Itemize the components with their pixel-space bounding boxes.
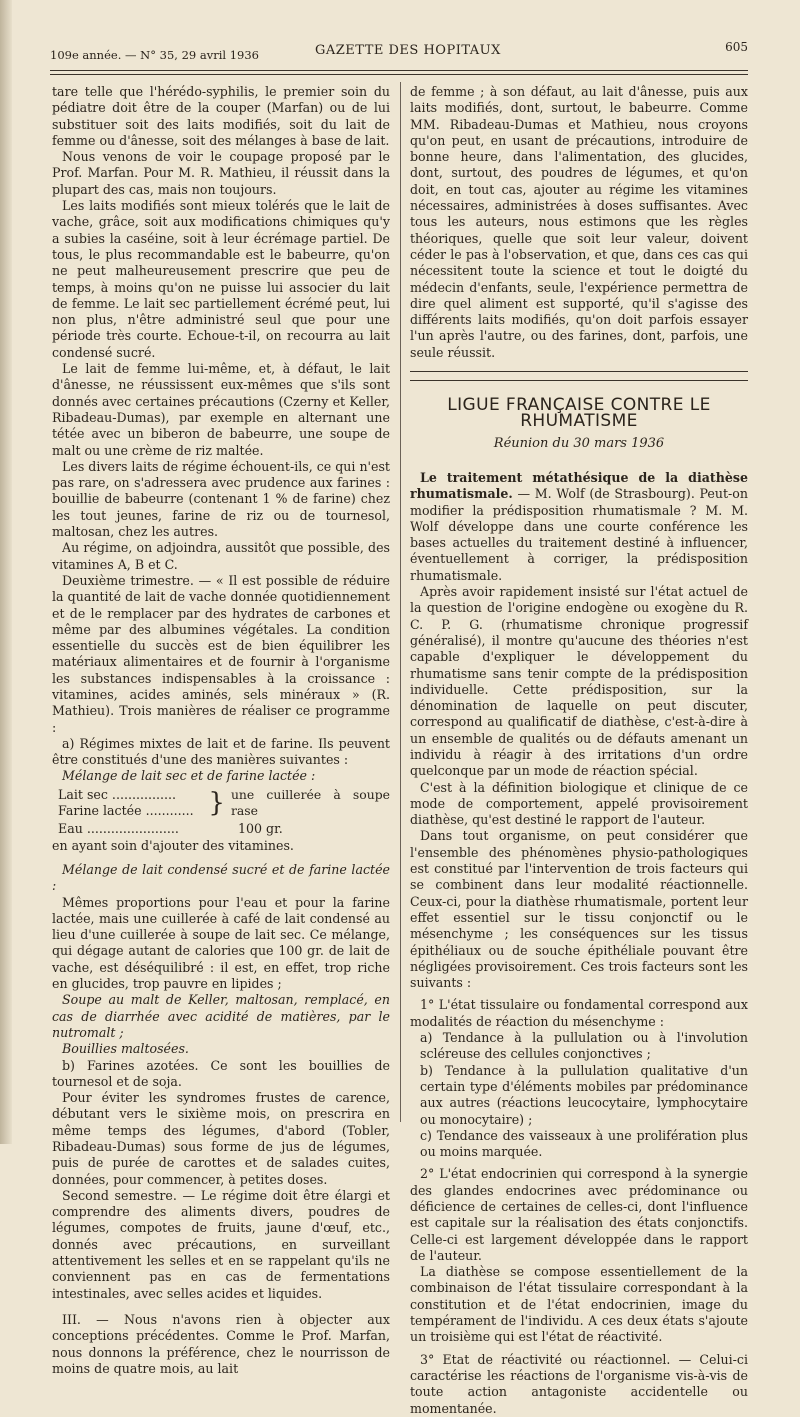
paragraph: Au régime, on adjoindra, aussitôt que possible, des vitamines A, B et C. (52, 540, 390, 572)
paragraph: C'est à la définition biologique et clinique de ce mode de comportement, appelé provisoirement diathèse, qu'est destiné le rapport de l'auteur. (410, 779, 748, 828)
article-title: Le traitement métathésique de la diathèse rhumatismale. (410, 469, 748, 502)
paragraph: Pour éviter les syndromes frustes de carence, débutant vers le sixième mois, on prescrira en même temps des légumes, d'abord (Tobler, Ribadeau-Dumas) sous forme de jus de légumes, puis de purée de carottes et de salades cuites, données, pour commencer, à petites doses. (52, 1090, 390, 1187)
paragraph: b) Farines azotées. Ce sont les bouillies de tournesol et de soja. (52, 1057, 390, 1089)
recipe-heading: Mélange de lait sec et de farine lactée : (62, 768, 316, 784)
paragraph: La diathèse se compose essentiellement de la combinaison de l'état tissulaire correspondant à la constitution et de l'état endocrinien, image du tempérament de l'individu. A ces deux états s'ajoute un troisième qui est l'état de réactivité. (410, 1264, 748, 1345)
paragraph: 1° L'état tissulaire ou fondamental correspond aux modalités de réaction du mésenchyme : (410, 997, 748, 1029)
paragraph: tare telle que l'hérédo-syphilis, le premier soin du pédiatre doit être de la couper (Marfan) ou de lui substituer soit des laits modifiés, soit du lait de femme ou d'ânesse, soit des mélanges à base de lait. (52, 84, 390, 148)
page-number: 605 (725, 40, 748, 54)
paragraph: Après avoir rapidement insisté sur l'état actuel de la question de l'origine endogène ou exogène du R. C. P. G. (rhumatisme chronique progressif généralisé), il montre qu'aucune des théories n'est capable d'expliquer le développement du rhumatisme sans tenir compte de la prédisposition individuelle. Cette prédisposition, sur la dénomination de laquelle on peut discuter, correspond au qualificatif de diathèse, c'est-à-dire à un ensemble de qualités ou de défauts amenant un individu à réagir à des irritations d'un ordre quelconque par un mode de réaction spécial. (410, 584, 748, 779)
recipe-block (58, 787, 390, 820)
header-rule-top (50, 70, 748, 71)
paragraph: 3° Etat de réactivité ou réactionnel. — Celui-ci caractérise les réactions de l'organisme vis-à-vis de toute action antagoniste accidentelle ou momentanée. (410, 1351, 748, 1416)
recipe-line: Lait sec ................ (58, 786, 176, 802)
section-divider (410, 371, 748, 381)
tendency-list (410, 1030, 748, 1160)
section-title: LIGUE FRANÇAISE CONTRE LE RHUMATISME (447, 395, 711, 432)
paragraph: Deuxième trimestre. — « Il est possible de réduire la quantité de lait de vache donnée quotidiennement et de le remplacer par des hydrates de carbones et même par des albumines végétales. La condition essentielle du succès est de bien équilibrer les matériaux alimentaires et de fournir à l'organisme les substances indispensables à la croissance : vitamines, acides aminés, sels minéraux » (R. Mathieu). Trois manières de réaliser ce programme : (52, 572, 390, 735)
brace-symbol: } (208, 788, 225, 819)
page-binding-edge (0, 0, 12, 1144)
paragraph: Bouillies maltosées. (62, 1041, 189, 1057)
paragraph: — M. Wolf (de Strasbourg). Peut-on modifier la prédisposition rhumatismale ? M. M. Wolf développe dans une courte conférence les bases actuelles du traitement destiné à influencer, éventuellement à corriger, la prédisposition rhumatismale. (410, 486, 748, 583)
article-lead (410, 470, 748, 584)
journal-title: GAZETTE DES HOPITAUX (315, 43, 501, 58)
paragraph: Dans tout organisme, on peut considérer que l'ensemble des phénomènes physio-pathologiques est constitué par l'intervention de trois facteurs qui se combinent dans leur modalité réactionnelle. Ceux-ci, pour la diathèse rhumatismale, portent leur effet essentiel sur le tissu conjonctif ou le mésenchyme ; les conséquences sur les tissus épithéliaux ou de souche épithéliale pouvant être négligées provisoirement. Ces trois facteurs sont les suivants : (410, 828, 748, 991)
left-column (52, 84, 390, 1377)
list-item: a) Tendance à la pullulation ou à l'involution scléreuse des cellules conjonctives ; (420, 1030, 748, 1062)
meeting-date: Réunion du 30 mars 1936 (493, 435, 665, 451)
list-item: b) Tendance à la pullulation qualitative d'un certain type d'éléments mobiles par prédominance aux autres (réactions leucocytaire, lymphocytaire ou monocytaire) ; (420, 1062, 748, 1127)
recipe-line: Farine lactée ............ (58, 803, 194, 819)
paragraph: de femme ; à son défaut, au lait d'ânesse, puis aux laits modifiés, dont, surtout, le babeurre. Comme MM. Ribadeau-Dumas et Mathieu, nous croyons qu'on peut, en usant de précautions, introduire de bonne heure, dans l'alimentation, des glucides, dont, surtout, des poudres de légumes, et qu'on doit, en tout cas, ajouter au régime les vitamines nécessaires, administrées à doses suffisantes. Avec tous les auteurs, nous estimons que les règles théoriques, quelle que soit leur valeur, doivent céder le pas à l'observation, et que, dans ces cas qui nécessitent toute la science et tout le doigté du médecin d'enfants, seule, l'expérience permettra de dire quel aliment est supporté, qu'il s'agisse des différents laits modifiés, qu'on doit parfois essayer l'un après l'autre, ou des farines, dont, parfois, une seule réussit. (410, 84, 748, 360)
paragraph: en ayant soin d'ajouter des vitamines. (52, 837, 294, 853)
paragraph: Soupe au malt de Keller, maltosan, remplacé, en cas de diarrhée avec acidité de matières, par le nutromalt ; (52, 992, 390, 1040)
right-column (410, 84, 748, 1417)
paragraph: Nous venons de voir le coupage proposé par le Prof. Marfan. Pour M. R. Mathieu, il réussit dans la plupart des cas, mais non toujours. (52, 149, 390, 197)
paragraph: Les divers laits de régime échouent-ils, ce qui n'est pas rare, on s'adressera avec prudence aux farines : bouillie de babeurre (contenant 1 % de farine) chez les tout jeunes, farine de riz ou de tournesol, maltosan, chez les autres. (52, 458, 390, 540)
paragraph: 2° L'état endocrinien qui correspond à la synergie des glandes endocrines avec prédominance ou déficience de certaines de celles-ci, dont l'influence est capitale sur la réalisation des états conjonctifs. Celle-ci est largement développée dans le rapport de l'auteur. (410, 1166, 748, 1263)
header-rule-bottom (50, 74, 748, 75)
paragraph: Le lait de femme lui-même, et, à défaut, le lait d'ânesse, ne réussissent eux-mêmes que s'ils sont donnés avec certaines précautions (Czerny et Keller, Ribadeau-Dumas), par exemple en alternant une tétée avec un biberon de babeurre, une soupe de malt ou une crème de riz maltée. (52, 361, 390, 458)
recipe-quantity: une cuillerée à soupe rase (230, 786, 390, 819)
column-divider (400, 82, 401, 1122)
paragraph: Second semestre. — Le régime doit être élargi et comprendre des aliments divers, poudres de légumes, compotes de fruits, jaune d'œuf, etc., donnés avec précautions, en surveillant attentivement les selles et en se rappelant qu'ils ne conviennent pas en cas de fermentations intestinales, avec selles acides et liquides. (52, 1187, 390, 1301)
page-header (50, 40, 748, 64)
recipe-quantity: 100 gr. (238, 821, 283, 837)
recipe-line: Eau ....................... (58, 821, 179, 837)
issue-info: 109e année. — N° 35, 29 avril 1936 (50, 48, 259, 62)
recipe-water-line (58, 821, 390, 837)
paragraph: a) Régimes mixtes de lait et de farine. Ils peuvent être constitués d'une des manières suivantes : (52, 735, 390, 768)
paragraph: Les laits modifiés sont mieux tolérés que le lait de vache, grâce, soit aux modifications chimiques qu'y a subies la caséine, soit à leur écrémage partiel. De tous, le plus recommandable est le babeurre, qu'on ne peut malheureusement prescrire que peu de temps, à moins qu'on ne puisse lui associer du lait de femme. Le lait sec partiellement écrémé peut, lui non plus, n'être administré seul que pour une période très courte. Echoue-t-il, on recourra au lait condensé sucré. (52, 198, 390, 360)
paragraph: III. — Nous n'avons rien à objecter aux conceptions précédentes. Comme le Prof. Marfan, nous donnons la préférence, chez le nourrisson de moins de quatre mois, au lait (52, 1311, 390, 1376)
list-item: c) Tendance des vaisseaux à une prolifération plus ou moins marquée. (420, 1127, 748, 1160)
recipe-heading: Mélange de lait condensé sucré et de farine lactée : (52, 861, 390, 894)
paragraph: Mêmes proportions pour l'eau et pour la farine lactée, mais une cuillerée à café de lait condensé au lieu d'une cuillerée à soupe de lait sec. Ce mélange, qui dégage autant de calories que 100 gr. de lait de vache, est déséquilibré : il est, en effet, trop riche en glucides, trop pauvre en lipides ; (52, 894, 390, 992)
